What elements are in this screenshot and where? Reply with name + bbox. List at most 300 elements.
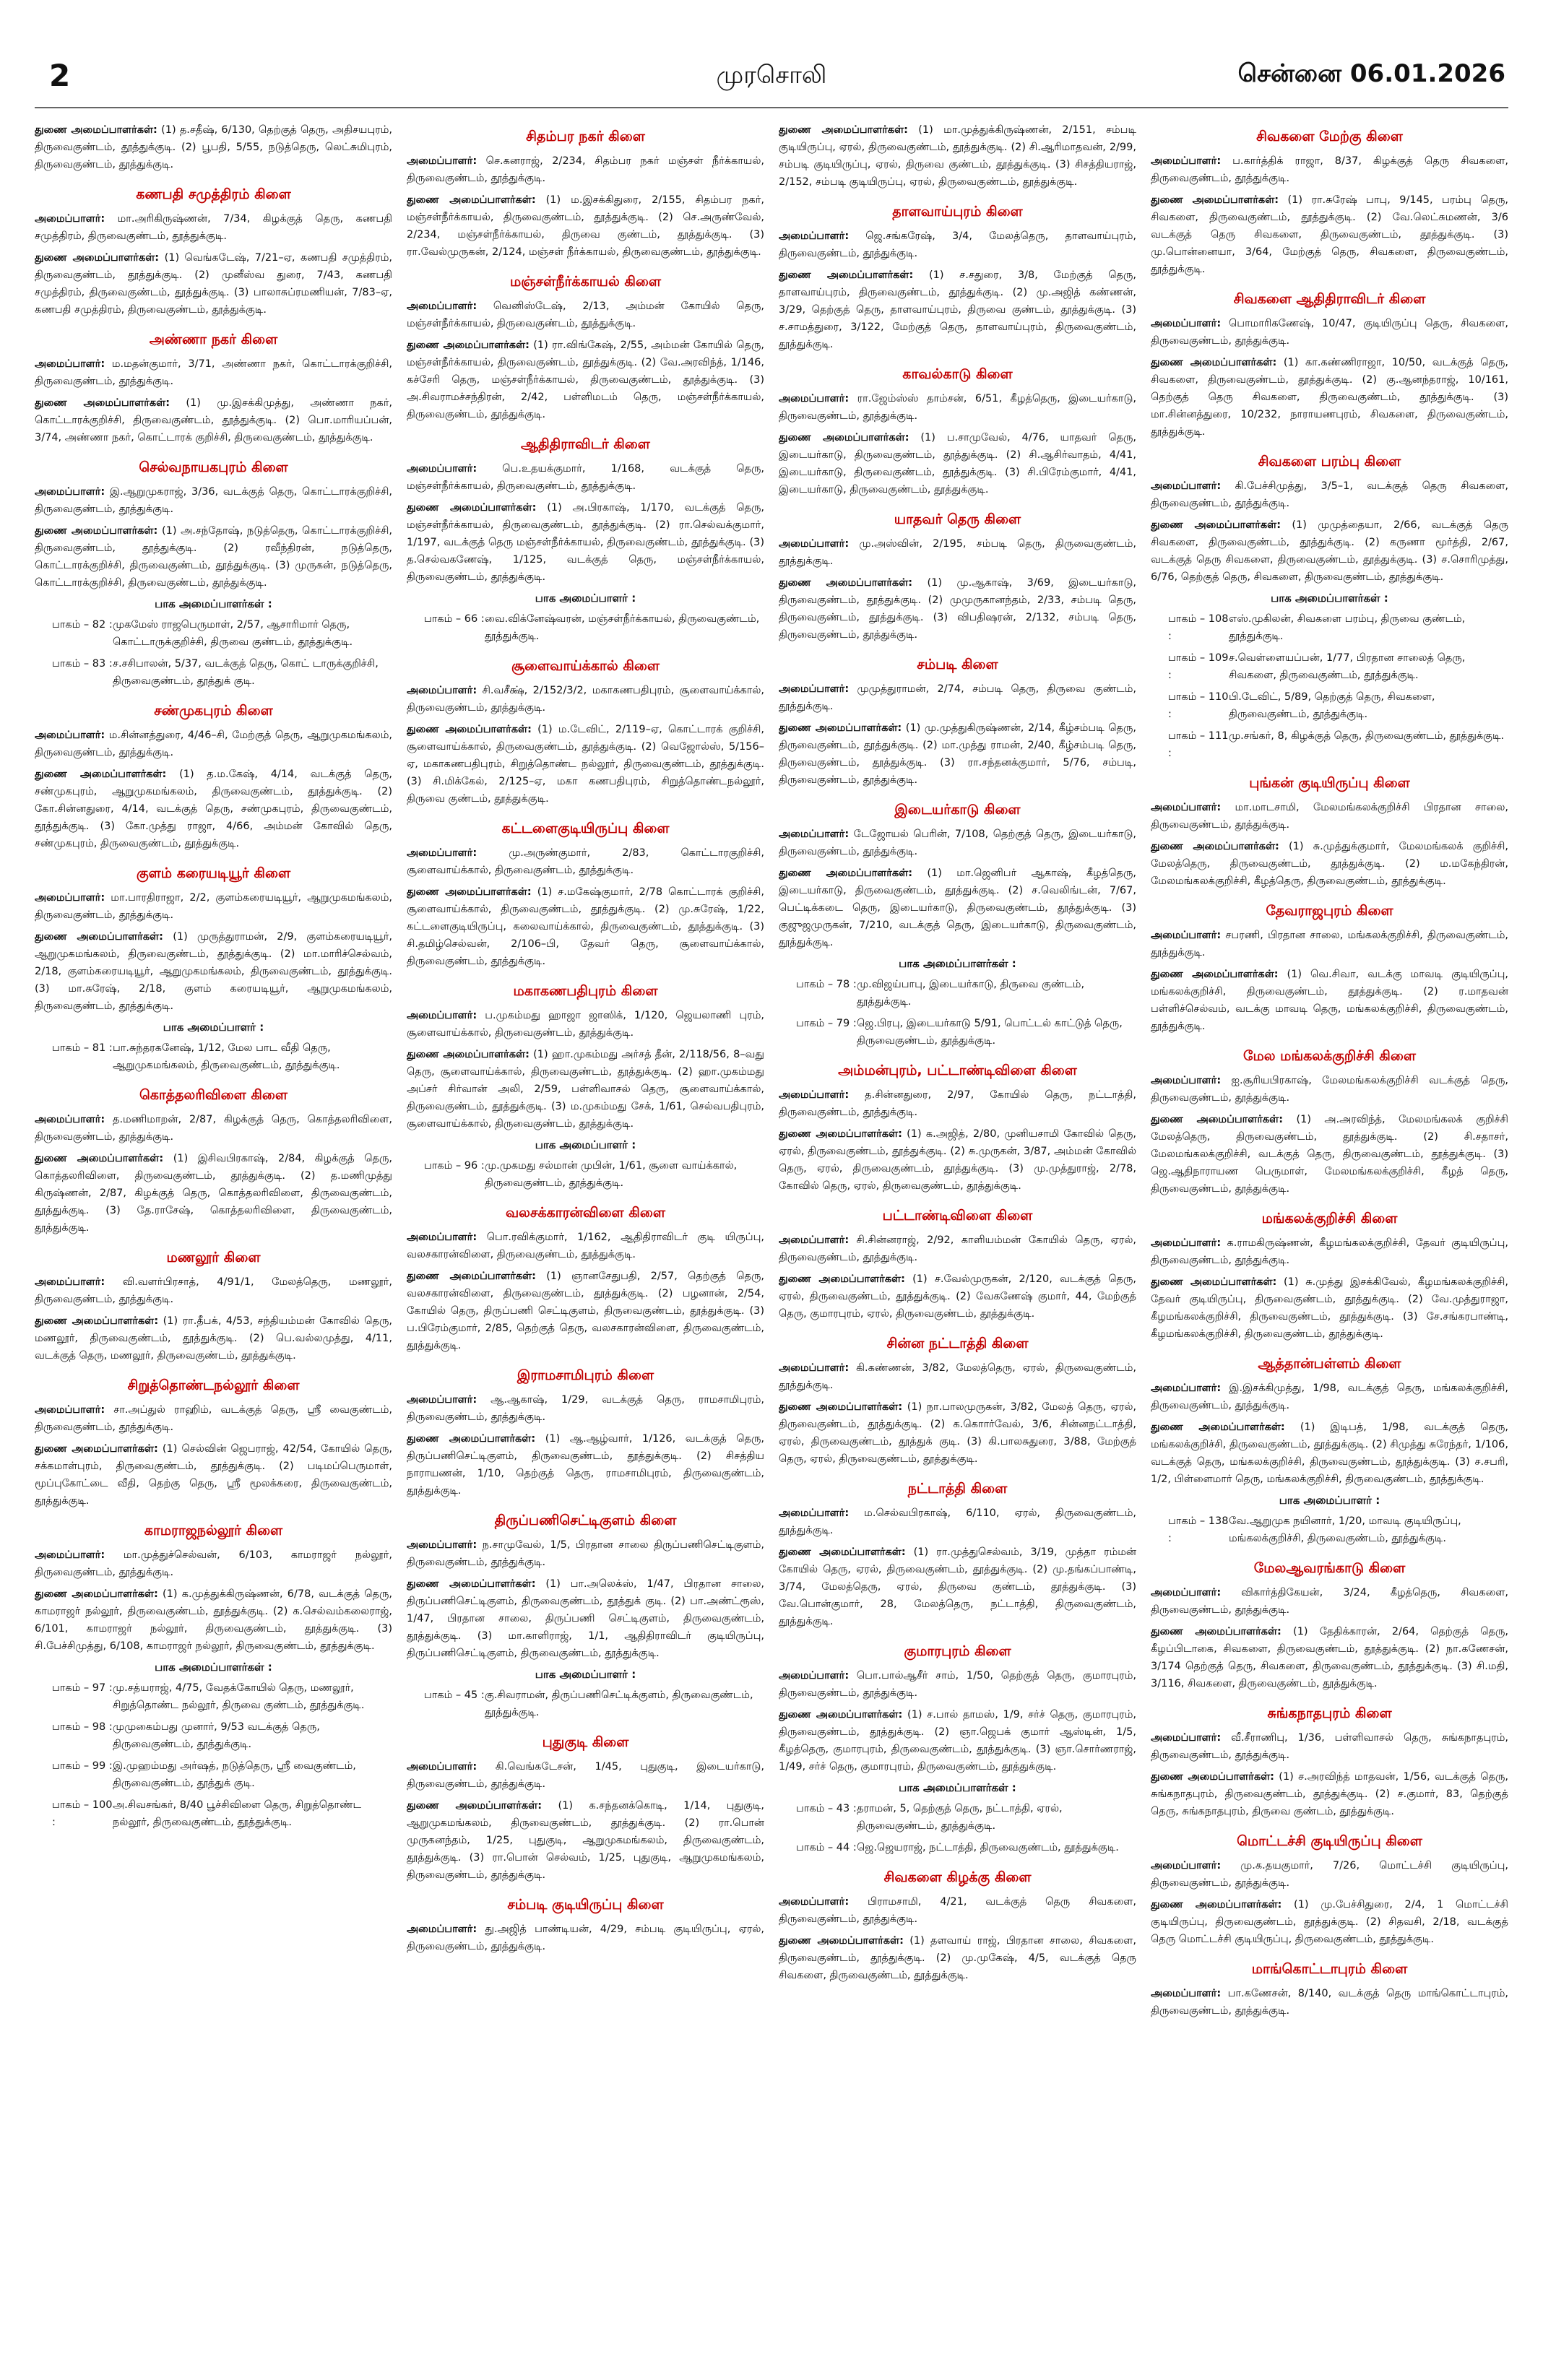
- office-bearer-entry: [407, 883, 764, 970]
- role-label: துணை அமைப்பாளர்கள்:: [407, 886, 532, 898]
- branch-section: [35, 121, 392, 173]
- branch-title: சிவகளை பரம்பு கிளை: [1258, 454, 1401, 469]
- bearer-details: (1) ஆ.ஆழ்வார், 1/126, வடக்குத் தெரு, திருப்பணிசெட்டிகுளம், திருவைகுண்டம், தூத்துக்குடி. (2) சிசத்திய நாராயணன், 1/10, தெற்குத் தெரு, ராமசாமிபுரம், திருவைகுண்டம், தூத்துக்குடி.: [407, 1433, 764, 1497]
- bearer-details: (1) க.முத்துக்கிருஷ்ணன், 6/78, வடக்குத் தெரு, காமராஜர் நல்லூர், திருவைகுண்டம், தூத்துக்குடி. (2) க.செல்வம்கலைராஜ், 6/101, காமராஜர் நல்லூர், திருவைகுண்டம், தூத்துக்குடி. (3) சி.பேச்சிமுத்து, 6/108, காமராஜர் நல்லூர், திருவைகுண்டம், தூத்துக்குடி.: [35, 1588, 392, 1652]
- booth-number: பாகம் – 81 :: [52, 1042, 113, 1054]
- branch-section: [1151, 1560, 1508, 1692]
- bearer-details: (1) செல்வின் ஜெபராஜ், 42/54, கோயில் தெரு, சக்கமாள்புரம், திருவைகுண்டம், தூத்துக்குடி. (2) படிமப்பெருமாள், மூப்புகோட்டை வீதி, தெற்கு தெரு, ஸ்ரீ மூலக்கரை, திருவைகுண்டம், தூத்துக்குடி.: [35, 1443, 392, 1507]
- office-bearer-entry: [35, 1401, 392, 1436]
- office-bearer-entry: [779, 1271, 1136, 1323]
- branch-title: மங்கலக்குறிச்சி கிளை: [1261, 1211, 1398, 1226]
- role-label: அமைப்பாளர்:: [779, 230, 850, 242]
- booth-number: பாகம் – 100 :: [52, 1799, 113, 1828]
- role-label: துணை அமைப்பாளர்கள்:: [779, 1273, 905, 1285]
- branch-section: [1151, 1705, 1508, 1820]
- bearer-details: (1) த.ம.கேஷ், 4/14, வடக்குத் தெரு, சண்முகபுரம், ஆறுமுகமங்கலம், திருவைகுண்டம், தூத்துக்குடி. (2) கோ.சின்னதுரை, 4/14, வடக்குத் தெரு, சண்முகபுரம், திருவைகுண்டம், தூத்துக்குடி. (3) கோ.முத்து ராஜா, 4/66, அம்மன் கோவில் தெரு, சண்முகபுரம், திருவைகுண்டம், தூத்துக்குடி.: [35, 769, 392, 849]
- role-label: அமைப்பாளர்:: [407, 1394, 477, 1406]
- office-bearer-entry: [407, 1430, 764, 1500]
- role-label: துணை அமைப்பாளர்கள்:: [35, 1153, 164, 1164]
- bearer-details: டேஜோயல் பெரின், 7/108, தெற்குத் தெரு, இடையர்காடு, திருவைகுண்டம், தூத்துக்குடி.: [779, 828, 1136, 857]
- booth-number: பாகம் – 97 :: [52, 1682, 113, 1694]
- branch-title: யாதவர் தெரு கிளை: [894, 511, 1021, 527]
- office-bearer-entry: [1151, 315, 1508, 350]
- bearer-details: பா.கணேசன், 8/140, வடக்குத் தெரு மாங்கொட்டாபுரம், திருவைகுண்டம், தூத்துக்குடி.: [1151, 1988, 1508, 2017]
- booth-row: [35, 1718, 392, 1753]
- role-label: அமைப்பாளர்:: [35, 1114, 105, 1125]
- booth-row: [1151, 610, 1508, 645]
- role-label: அமைப்பாளர்:: [779, 1089, 850, 1101]
- office-bearer-entry: [1151, 516, 1508, 586]
- office-bearer-entry: [779, 390, 1136, 425]
- bearer-details: (1) ப.சாமுவேல், 4/76, யாதவர் தெரு, இடையர்காடு, திருவைகுண்டம், தூத்துக்குடி. (2) சி.ஆசிர்வாதம், 4/41, இடையர்காடு, திருவைகுண்டம், தூத்துக்குடி. (3) சி.பிரேம்குமார், 4/41, இடையர்காடு, திருவைகுண்டம், தூத்துக்குடி.: [779, 432, 1136, 496]
- branch-title: இராமசாமிபுரம் கிளை: [517, 1367, 654, 1383]
- bearer-details: செ.கனராஜ், 2/234, சிதம்பர நகர் மஞ்சள் நீர்க்காயல், திருவைகுண்டம், தூத்துக்குடி.: [407, 155, 764, 184]
- office-bearer-entry: [1151, 1729, 1508, 1764]
- role-label: துணை அமைப்பாளர்கள்:: [1151, 969, 1279, 980]
- booth-organiser-details: வே.ஆறுமுக நயினார், 1/20, மாவடி குடியிருப்பு, மங்கலக்குறிச்சி, திருவைகுண்டம், தூத்துக்குடி.: [1229, 1515, 1461, 1544]
- booth-organiser-details: ச.சசிபாலன், 5/37, வடக்குத் தெரு, கொட் டாருக்குறிச்சி, திருவைகுண்டம், தூத்துக் குடி.: [113, 658, 379, 687]
- bearer-details: கி.பேச்சிமுத்து, 3/5–1, வடக்குத் தெரு சிவகளை, திருவைகுண்டம், தூத்துக்குடி.: [1151, 480, 1508, 509]
- branch-section: [1151, 1833, 1508, 1948]
- office-bearer-entry: [779, 1932, 1136, 1984]
- booth-number: பாகம் – 66 :: [424, 613, 485, 625]
- office-bearer-entry: [1151, 1768, 1508, 1820]
- booth-number: பாகம் – 109 :: [1168, 652, 1229, 681]
- booth-number: பாகம் – 110 :: [1168, 691, 1229, 720]
- role-label: அமைப்பாளர்:: [1151, 1860, 1222, 1871]
- bearer-details: (1) மு.இசக்கிமுத்து, அண்ணா நகர், கொட்டாரக்குறிச்சி, திருவைகுண்டம், தூத்துக்குடி. (2) பொ.மாரியப்பன், 3/74, அண்ணா நகர், கொட்டாரக் குறிச்சி, திருவைகுண்டம், தூத்துக்குடி.: [35, 397, 392, 443]
- branch-title: குளம் கரையடியூர் கிளை: [136, 865, 291, 881]
- branch-section: [35, 186, 392, 319]
- branch-section: [779, 802, 1136, 1050]
- booth-row: [1151, 649, 1508, 684]
- bearer-details: (1) ஞானசேதுபதி, 2/57, தெற்குத் தெரு, வலசகாரன்விளை, திருவைகுண்டம், தூத்துக்குடி. (2) பழனான், 2/54, கோயில் தெரு, திருப்பணி செட்டிகுளம், திருவைகுண்டம், தூத்துக்குடி. (3) ப.பிரேம்குமார், 2/85, தெற்குத் தெரு, வலசகாரன்விளை, திருவைகுண்டம், தூத்துக்குடி.: [407, 1271, 764, 1351]
- bearer-details: மு.அருண்குமார், 2/83, கொட்டாரகுறிச்சி, சூளைவாய்க்கால், திருவைகுண்டம், தூத்துக்குடி.: [407, 847, 764, 876]
- office-bearer-entry: [407, 844, 764, 879]
- branch-section: [779, 1481, 1136, 1630]
- role-label: அமைப்பாளர்:: [407, 685, 477, 696]
- role-label: துணை அமைப்பாளர்கள்:: [1151, 841, 1279, 852]
- office-bearer-entry: [407, 682, 764, 717]
- bearer-details: (1) முமுத்தையா, 2/66, வடக்குத் தெரு சிவகளை, திருவைகுண்டம், தூத்துக்குடி. (2) கருணா மூர்த்தி, 2/67, வடக்குத் தெரு சிவகளை, திருவைகுண்டம், தூத்துக்குடி. (3) ச.சொரிமுத்து, 6/76, தெற்குத் தெரு, சிவகளை, திருவைகுண்டம், தூத்துக்குடி.: [1151, 519, 1508, 583]
- role-label: துணை அமைப்பாளர்கள்:: [35, 769, 167, 780]
- bearer-details: (1) சு.முத்து இசக்கிவேல், கீழமங்கலக்குறிச்சி, தேவர் குடியிருப்பு, திருவைகுண்டம், தூத்துக்குடி. (2) வே.முத்துராஜா, கீழமங்கலக்குறிச்சி, திருவைகுண்டம், தூத்துக்குடி. (3) சே.சங்கரபாண்டி, கீழமங்கலக்குறிச்சி, திருவைகுண்டம், தூத்துக்குடி.: [1151, 1276, 1508, 1340]
- bearer-details: க.ராமகிருஷ்ணன், கீழமங்கலக்குறிச்சி, தேவர் குடியிருப்பு, திருவைகுண்டம், தூத்துக்குடி.: [1151, 1237, 1508, 1266]
- office-bearer-entry: [779, 1125, 1136, 1195]
- header-rule: [35, 107, 1508, 108]
- office-bearer-entry: [1151, 1896, 1508, 1948]
- role-label: அமைப்பாளர்:: [35, 486, 105, 498]
- booth-organiser-details: தராமன், 5, தெற்குத் தெரு, நட்டாத்தி, ஏரல், திருவைகுண்டம், தூத்துக்குடி.: [857, 1803, 1063, 1832]
- office-bearer-entry: [779, 535, 1136, 570]
- bearer-details: (1) மு.முத்துகிருஷ்ணன், 2/14, கீழ்சம்படி தெரு, திருவைகுண்டம், தூத்துக்குடி. (2) மா.முத்து ராமன், 2/40, கீழ்சம்படி தெரு, திருவைகுண்டம், தூத்துக்குடி. (3) ரா.சந்தனக்குமார், 5/76, சம்படி, திருவைகுண்டம், தூத்துக்குடி.: [779, 722, 1136, 786]
- office-bearer-entry: [779, 1505, 1136, 1539]
- branch-section: [779, 1063, 1136, 1195]
- bearer-details: (1) வெ.சிவா, வடக்கு மாவடி குடியிருப்பு, மங்கலக்குறிச்சி, திருவைகுண்டம், தூத்துக்குடி. (2) ர.மாதவன் பள்ளிச்செல்வம், வடக்கு மாவடி தெரு, மங்கலக்குறிச்சி, திருவைகுண்டம், தூத்துக்குடி.: [1151, 969, 1508, 1032]
- booth-organisers-heading: பாக அமைப்பாளர் :: [1279, 1494, 1380, 1507]
- booth-organisers-heading: பாக அமைப்பாளர்கள் :: [1271, 592, 1388, 605]
- role-label: அமைப்பாளர்:: [35, 213, 105, 225]
- role-label: அமைப்பாளர்:: [779, 683, 850, 695]
- booth-row: [1151, 688, 1508, 723]
- column-3: [779, 121, 1136, 2368]
- office-bearer-entry: [1151, 1111, 1508, 1198]
- branch-section: [779, 1336, 1136, 1468]
- branch-title: ஆதிதிராவிடர் கிளை: [521, 436, 650, 452]
- bearer-details: (1) ரா.விங்கேஷ், 2/55, அம்மன் கோயில் தெரு, மஞ்சள்நீர்க்காயல், திருவைகுண்டம், தூத்துக்குடி. (2) வே.அரவிந்த், 1/146, கச்சேரி தெரு, மஞ்சள்நீர்க்காயல், திருவைகுண்டம், தூத்துக்குடி. (3) அ.சிவராமச்சந்திரன், 2/42, பள்ளிமடம் தெரு, மஞ்சள்நீர்க்காயல், திருவைகுண்டம், தூத்துக்குடி.: [407, 339, 764, 420]
- booth-row: [779, 976, 1136, 1011]
- role-label: அமைப்பாளர்:: [35, 1549, 105, 1561]
- role-label: துணை அமைப்பாளர்கள்:: [779, 1709, 903, 1721]
- bearer-details: ஆ.ஆகாஷ், 1/29, வடக்குத் தெரு, ராமசாமிபுரம், திருவைகுண்டம், தூத்துக்குடி.: [407, 1394, 764, 1423]
- booth-row: [35, 1796, 392, 1831]
- booth-organisers-heading: பாக அமைப்பாளர் :: [535, 1668, 636, 1681]
- bearer-details: (1) தளவாய் ராஜ், பிரதான சாலை, சிவகளை, திருவைகுண்டம், தூத்துக்குடி. (2) மு.முகேஷ், 4/5, வடக்குத் தெரு சிவகளை, திருவைகுண்டம், தூத்துக்குடி.: [779, 1935, 1136, 1981]
- branch-title: கொத்தலரிவிளை கிளை: [139, 1087, 288, 1103]
- branch-section: [35, 1087, 392, 1237]
- branch-section: [407, 274, 764, 423]
- role-label: அமைப்பாளர்:: [407, 463, 477, 475]
- bearer-details: பெ.உதயக்குமார், 1/168, வடக்குத் தெரு, மஞ்சள்நீர்க்காயல், திருவைகுண்டம், தூத்துக்குடி.: [407, 463, 764, 492]
- branch-section: [35, 332, 392, 446]
- office-bearer-entry: [1151, 799, 1508, 834]
- booth-number: பாகம் – 83 :: [52, 658, 113, 670]
- booth-organiser-details: முகமேஸ் ராஜபெருமாள், 2/57, ஆசாரிமார் தெரு, கொட்டாருக்குறிச்சி, திருவை குண்டம், தூத்துக்குடி.: [113, 619, 353, 648]
- role-label: துணை அமைப்பாளர்கள்:: [1151, 1626, 1281, 1637]
- booth-organiser-details: மு.சத்யராஜ், 4/75, வேதக்கோயில் தெரு, மணலூர், சிறுத்தொண்ட நல்லூர், திருவை குண்டம், தூத்துக்குடி.: [113, 1682, 365, 1711]
- role-label: துணை அமைப்பாளர்கள்:: [1151, 357, 1277, 368]
- role-label: துணை அமைப்பாளர்கள்:: [1151, 1421, 1285, 1433]
- bearer-details: மு.அஸ்வின், 2/195, சம்படி தெரு, திருவைகுண்டம், தூத்துக்குடி.: [779, 538, 1136, 567]
- office-bearer-entry: [407, 337, 764, 423]
- bearer-details: மா.பாரதிராஜா, 2/2, குளம்கரையடியூர், ஆறுமுகமங்கலம், திருவைகுண்டம், தூத்துக்குடி.: [35, 892, 392, 921]
- role-label: துணை அமைப்பாளர்கள்:: [1151, 1771, 1274, 1783]
- branch-title: சண்முகபுரம் கிளை: [154, 703, 273, 719]
- role-label: துணை அமைப்பாளர்கள்:: [407, 1800, 543, 1812]
- role-label: துணை அமைப்பாளர்கள்:: [779, 269, 914, 281]
- role-label: துணை அமைப்பாளர்கள்:: [407, 194, 536, 206]
- office-bearer-entry: [407, 191, 764, 261]
- bearer-details: (1) க.அஜித், 2/80, முனியசாமி கோவில் தெரு, ஏரல், திருவைகுண்டம், தூத்துக்குடி. (2) சு.முருகன், 3/87, அம்மன் கோவில் தெரு, ஏரல், திருவைகுண்டம், தூத்துக்குடி. (3) மு.முத்துராஜ், 2/78, கோவில் தெரு, ஏரல், திருவைகுண்டம், தூத்துக்குடி.: [779, 1128, 1136, 1192]
- office-bearer-entry: [1151, 1985, 1508, 2020]
- role-label: துணை அமைப்பாளர்கள்:: [407, 502, 537, 514]
- bearer-details: (1) இடிபத், 1/98, வடக்குத் தெரு, மங்கலக்குறிச்சி, திருவைகுண்டம், தூத்துக்குடி. (2) சிமுத்து சுரேந்தர், 1/106, வடக்குத் தெரு, மங்கலக்குறிச்சி, திருவைகுண்டம், தூத்துக்குடி. (3) ச.சபரி, 1/2, பிள்ளைமார் தெரு, மங்கலக்குறிச்சி, திருவைகுண்டம், தூத்துக்குடி.: [1151, 1421, 1508, 1485]
- office-bearer-entry: [779, 1086, 1136, 1121]
- office-bearer-entry: [35, 889, 392, 924]
- role-label: அமைப்பாளர்:: [779, 1507, 850, 1519]
- bearer-details: ம.மதன்குமார், 3/71, அண்ணா நகர், கொட்டாரக்குறிச்சி, திருவைகுண்டம், தூத்துக்குடி.: [35, 358, 392, 387]
- office-bearer-entry: [35, 1111, 392, 1146]
- branch-title: தேவராஜபுரம் கிளை: [1266, 903, 1393, 919]
- role-label: அமைப்பாளர்:: [779, 828, 850, 840]
- bearer-details: வெனிஸ்டேஷ், 2/13, அம்மன் கோயில் தெரு, மஞ்சள்நீர்க்காயல், திருவைகுண்டம், தூத்துக்குடி.: [407, 300, 764, 329]
- bearer-details: (1) ச.சதுரை, 3/8, மேற்குத் தெரு, தாளவாய்புரம், திருவைகுண்டம், தூத்துக்குடி. (2) மு.அஜித் கண்ணன், 3/29, தெற்குத் தெரு, தாளவாய்புரம், திருவை குண்டம், தூத்துக்குடி. (3) ச.சாமத்துரை, 3/122, மேற்குத் தெரு, தாளவாய்புரம், திருவைகுண்டம், தூத்துக்குடி.: [779, 269, 1136, 350]
- booth-organiser-details: வை.விக்னேஷ்வரன், மஞ்சள்நீர்க்காயல், திருவைகுண்டம், தூத்துக்குடி.: [485, 613, 760, 642]
- office-bearer-entry: [35, 1312, 392, 1364]
- bearer-details: ம.செல்வபிரகாஷ், 6/110, ஏரல், திருவைகுண்டம், தூத்துக்குடி.: [779, 1507, 1136, 1536]
- office-bearer-entry: [35, 1585, 392, 1655]
- branch-title: திருப்பணிசெட்டிகுளம் கிளை: [494, 1513, 677, 1528]
- office-bearer-entry: [1151, 191, 1508, 278]
- office-bearer-entry: [35, 1150, 392, 1237]
- booth-organiser-details: ஜெ.பிரபு, இடையர்காடு 5/91, பொட்டல் காட்டுத் தெரு, திருவைகுண்டம், தூத்துக்குடி.: [857, 1018, 1123, 1047]
- office-bearer-entry: [779, 680, 1136, 715]
- bearer-details: மா.மாடசாமி, மேலமங்கலக்குறிச்சி பிரதான சாலை, திருவைகுண்டம், தூத்துக்குடி.: [1151, 802, 1508, 831]
- role-label: அமைப்பாளர்:: [1151, 1988, 1222, 1999]
- role-label: அமைப்பாளர்:: [779, 1234, 850, 1246]
- bearer-details: (1) ச.வேல்முருகன், 2/120, வடக்குத் தெரு, ஏரல், திருவைகுண்டம், தூத்துக்குடி. (2) வேகணேஷ் குமார், 44, மேற்குத் தெரு, குமாரபுரம், ஏரல், திருவைகுண்டம், தூத்துக்குடி.: [779, 1273, 1136, 1320]
- branch-title: சிதம்பர நகர் கிளை: [526, 129, 645, 144]
- office-bearer-entry: [1151, 477, 1508, 512]
- bearer-details: ப.முகம்மது ஹாஜா ஜாஸிக், 1/120, ஜெயலாணி புரம், சூளைவாய்க்கால், திருவைகுண்டம், தூத்துக்குடி.: [407, 1010, 764, 1039]
- bearer-details: (1) மா.முத்துக்கிருஷ்ணன், 2/151, சம்படி குடியிருப்பு, ஏரல், திருவைகுண்டம், தூத்துக்குடி. (2) சி.ஆரிமாதவன், 2/99, சம்படி குடியிருப்பு, ஏரல், திருவை குண்டம், தூத்துக்குடி. (3) சிசத்தியராஜ், 2/152, சம்படி குடியிருப்பு, ஏரல், திருவைகுண்டம், தூத்துக்குடி.: [779, 124, 1136, 188]
- booth-row: [779, 1015, 1136, 1050]
- role-label: அமைப்பாளர்:: [1151, 930, 1222, 941]
- booth-row: [407, 1687, 764, 1721]
- bearer-details: (1) ம.டேவிட், 2/119–ஏ, கொட்டாரக் குறிச்சி, சூளைவாய்க்கால், திருவைகுண்டம், தூத்துக்குடி. (2) வெஜோல்ஸ், 5/156–ஏ, மகாகணபதிபுரம், சிறுத்தொண்ட நல்லூர், திருவைகுண்டம், தூத்துக்குடி. (3) சி.மிக்கேல், 2/125–ஏ, மகா கணபதிபுரம், சிறுத்தொண்டநல்லூர், திருவை குண்டம், தூத்துக்குடி.: [407, 724, 764, 805]
- booth-row: [779, 1800, 1136, 1835]
- bearer-details: (1) அ.சந்தோஷ், நடுத்தெரு, கொட்டாரக்குறிச்சி, திருவைகுண்டம், தூத்துக்குடி. (2) ரவீந்திரன், நடுத்தெரு, கொட்டாரக்குறிச்சி, திருவைகுண்டம், தூத்துக்குடி. (3) முருகன், நடுத்தெரு, கொட்டாரக்குறிச்சி, திருவைகுண்டம், தூத்துக்குடி.: [35, 525, 392, 589]
- booth-number: பாகம் – 111 :: [1168, 730, 1229, 759]
- role-label: துணை அமைப்பாளர்கள்:: [35, 931, 163, 943]
- branch-section: [407, 1513, 764, 1721]
- bearer-details: மா.முத்துச்செல்வன், 6/103, காமராஜர் நல்லூர், திருவைகுண்டம், தூத்துக்குடி.: [35, 1549, 392, 1578]
- branch-section: [35, 1523, 392, 1831]
- office-bearer-entry: [35, 249, 392, 319]
- role-label: துணை அமைப்பாளர்கள்:: [779, 124, 908, 136]
- bearer-details: (1) கா.கண்ணிராஜா, 10/50, வடக்குத் தெரு, சிவகளை, திருவைகுண்டம், தூத்துக்குடி. (2) கு.ஆனந்தராஜ், 10/161, தெற்குத் தெரு சிவகளை, திருவைகுண்டம், தூத்துக்குடி. (3) மா.சின்னத்துரை, 10/232, நாராயணபுரம், சிவகளை, திருவைகுண்டம், தூத்துக்குடி.: [1151, 357, 1508, 438]
- role-label: துணை அமைப்பாளர்கள்:: [407, 1271, 536, 1282]
- office-bearer-entry: [779, 1398, 1136, 1468]
- branch-title: கணபதி சமுத்திரம் கிளை: [136, 186, 291, 202]
- bearer-details: பிராமசாமி, 4/21, வடக்குத் தெரு சிவகளை, திருவைகுண்டம், தூத்துக்குடி.: [779, 1896, 1136, 1925]
- branch-title: சுங்கநாதபுரம் கிளை: [1267, 1705, 1392, 1721]
- bearer-details: (1) முருத்துராமன், 2/9, குளம்கரையடியூர், ஆறுமுகமங்கலம், திருவைகுண்டம், தூத்துக்குடி. (2) மா.மாரிச்செல்வம், 2/18, குளம்கரையடியூர், ஆறுமுகமங்கலம், திருவைகுண்டம், தூத்துக்குடி. (3) மா.சுரேஷ், 2/18, குளம் கரையடியூர், ஆறுமுகமங்கலம், திருவைகுண்டம், தூத்துக்குடி.: [35, 931, 392, 1012]
- bearer-details: (1) ச.அரவிந்த் மாதவன், 1/56, வடக்குத் தெரு, சுங்கநாதபுரம், திருவைகுண்டம், தூத்துக்குடி. (2) ச.குமார், 83, தெற்குத் தெரு, சுங்கநாதபுரம், திருவை குண்டம், தூத்துக்குடி.: [1151, 1771, 1508, 1817]
- bearer-details: வீ.சீராணிபு, 1/36, பள்ளிவாசல் தெரு, சுங்கநாதபுரம், திருவைகுண்டம், தூத்துக்குடி.: [1151, 1732, 1508, 1761]
- booth-organiser-details: பா.சுந்தரகனேஷ், 1/12, மேல பாட வீதி தெரு, ஆறுமுகமங்கலம், திருவைகுண்டம், தூத்துக்குடி.: [113, 1042, 340, 1071]
- bearer-details: (1) ஹா.முகம்மது அர்சத் தீன், 2/118/56, 8–வது தெரு, சூளைவாய்க்கால், திருவைகுண்டம், தூத்துக்குடி. (2) ஹா.முகம்மது அப்சர் சிர்வான் அலி, 2/59, பள்ளிவாசல் தெரு, சூளைவாய்க்கால், திருவைகுண்டம், தூத்துக்குடி. (3) ம.முகம்மது சேக், 1/61, செல்வபதிபுரம், சூளைவாய்க்கால், திருவைகுண்டம், தூத்துக்குடி.: [407, 1049, 764, 1130]
- office-bearer-entry: [407, 460, 764, 495]
- booth-row: [35, 1039, 392, 1074]
- branch-section: [407, 436, 764, 645]
- dateline: சென்னை 06.01.2026: [1237, 59, 1505, 88]
- office-bearer-entry: [35, 483, 392, 518]
- bearer-details: கி.கண்ணன், 3/82, மேலத்தெரு, ஏரல், திருவைகுண்டம், தூத்துக்குடி.: [779, 1362, 1136, 1391]
- office-bearer-entry: [407, 1268, 764, 1354]
- office-bearer-entry: [1151, 1234, 1508, 1269]
- branch-section: [1151, 1961, 1508, 2020]
- booth-row: [1151, 727, 1508, 762]
- office-bearer-entry: [407, 1229, 764, 1263]
- role-label: துணை அமைப்பாளர்கள்:: [35, 397, 170, 409]
- role-label: அமைப்பாளர்:: [35, 892, 105, 904]
- role-label: துணை அமைப்பாளர்கள்:: [779, 1935, 904, 1947]
- booth-organiser-details: கு.சிவராமன், திருப்பணிசெட்டிக்குளம், திருவைகுண்டம், தூத்துக்குடி.: [485, 1689, 753, 1718]
- bearer-details: ஜெ.சங்கரேஷ், 3/4, மேலத்தெரு, தாளவாய்புரம், திருவைகுண்டம், தூத்துக்குடி.: [779, 230, 1136, 259]
- office-bearer-entry: [779, 121, 1136, 191]
- bearer-details: இ.ஆறுமுகராஜ், 3/36, வடக்குத் தெரு, கொட்டாரக்குறிச்சி, திருவைகுண்டம், தூத்துக்குடி.: [35, 486, 392, 515]
- role-label: அமைப்பாளர்:: [779, 1670, 850, 1682]
- branch-section: [35, 1250, 392, 1364]
- bearer-details: (1) ம.இசக்கிதுரை, 2/155, சிதம்பர நகர், மஞ்சள்நீர்க்காயல், திருவைகுண்டம், தூத்துக்குடி. (2) செ.அருண்வேல், 2/234, மஞ்சள்நீர்க்காயல், திருவை குண்டம், தூத்துக்குடி. (3) ரா.வேல்முருகன், 2/124, மஞ்சள் நீர்க்காயல், திருவைகுண்டம், தூத்துக்குடி.: [407, 194, 764, 258]
- column-1: [35, 121, 392, 2368]
- office-bearer-entry: [1151, 838, 1508, 890]
- branch-section: [1151, 903, 1508, 1035]
- bearer-details: வி.வளர்பிரசாத், 4/91/1, மேலத்தெரு, மணலூர், திருவைகுண்டம், தூத்துக்குடி.: [35, 1276, 392, 1305]
- bearer-details: (1) ரா.முத்துசெல்வம், 3/19, முத்தா ரம்மன் கோயில் தெரு, ஏரல், திருவைகுண்டம், தூத்துக்குடி. (2) மு.தங்கப்பாண்டி, 3/74, மேலத்தெரு, ஏரல், திருவை குண்டம், தூத்துக்குடி. (3) வே.பொன்குமார், 28, மேலத்தெரு, நட்டாத்தி, திருவைகுண்டம், தூத்துக்குடி.: [779, 1546, 1136, 1627]
- booth-number: பாகம் – 99 :: [52, 1760, 113, 1772]
- branch-title: செல்வநாயகபுரம் கிளை: [139, 459, 288, 475]
- booth-row: [35, 655, 392, 690]
- office-bearer-entry: [779, 865, 1136, 951]
- booth-organiser-details: ஜெ.ஜெயராஜ், நட்டாத்தி, திருவைகுண்டம், தூத்துக்குடி.: [857, 1842, 1119, 1853]
- role-label: துணை அமைப்பாளர்கள்:: [407, 1049, 530, 1060]
- branch-title: மாங்கொட்டாபுரம் கிளை: [1251, 1961, 1408, 1977]
- bearer-details: (1) அ.பிரகாஷ், 1/170, வடக்குத் தெரு, மஞ்சள்நீர்க்காயல், திருவைகுண்டம், தூத்துக்குடி. (2) ரா.செல்வக்குமார், 1/197, வடக்குத் தெரு மஞ்சள்நீர்க்காயல், திருவைகுண்டம், தூத்துக்குடி. (3) த.செல்வகணேஷ், 1/125, வடக்குத் தெரு, மஞ்சள்நீர்க்காயல், திருவைகுண்டம், தூத்துக்குடி.: [407, 502, 764, 583]
- role-label: அமைப்பாளர்:: [35, 358, 105, 370]
- branch-section: [407, 1897, 764, 1955]
- bearer-details: (1) ரா.தீபக், 4/53, சந்தியம்மன் கோவில் தெரு, மணலூர், திருவைகுண்டம், தூத்துக்குடி. (2) பெ.வல்லமுத்து, 4/11, வடக்குத் தெரு, மணலூர், திருவைகுண்டம், தூத்துக்குடி.: [35, 1315, 392, 1362]
- role-label: அமைப்பாளர்:: [407, 300, 477, 312]
- office-bearer-entry: [779, 826, 1136, 860]
- branch-section: [35, 703, 392, 852]
- branch-section: [1151, 454, 1508, 762]
- branch-title: காவல்காடு கிளை: [902, 366, 1013, 382]
- booth-organisers-heading: பாக அமைப்பாளர் :: [535, 592, 636, 605]
- role-label: அமைப்பாளர்:: [1151, 802, 1222, 813]
- branch-title: தாளவாய்புரம் கிளை: [892, 204, 1023, 220]
- role-label: துணை அமைப்பாளர்கள்:: [779, 432, 909, 443]
- role-label: துணை அமைப்பாளர்கள்:: [407, 724, 532, 735]
- role-label: அமைப்பாளர்:: [1151, 1237, 1222, 1249]
- branch-section: [35, 1377, 392, 1510]
- page-number: 2: [49, 58, 71, 93]
- role-label: அமைப்பாளர்:: [1151, 1732, 1222, 1744]
- office-bearer-entry: [35, 928, 392, 1015]
- bearer-details: ஐ.சூரியபிரகாஷ், மேலமங்கலக்குறிச்சி வடக்குத் தெரு, திருவைகுண்டம், தூத்துக்குடி.: [1151, 1075, 1508, 1104]
- bearer-details: இ.இசக்கிமுத்து, 1/98, வடக்குத் தெரு, மங்கலக்குறிச்சி, திருவைகுண்டம், தூத்துக்குடி.: [1151, 1382, 1508, 1411]
- role-label: துணை அமைப்பாளர்கள்:: [407, 1433, 536, 1445]
- branch-title: புதுகுடி கிளை: [542, 1734, 629, 1750]
- role-label: துணை அமைப்பாளர்கள்:: [1151, 194, 1279, 206]
- booth-organiser-details: பி.டேவிட், 5/89, தெற்குத் தெரு, சிவகளை, திருவைகுண்டம், தூத்துக்குடி.: [1229, 691, 1435, 720]
- masthead: [35, 58, 1508, 101]
- branch-title: மேல மங்கலக்குறிச்சி கிளை: [1242, 1048, 1416, 1064]
- office-bearer-entry: [407, 1758, 764, 1793]
- branch-title: பட்டாண்டிவிளை கிளை: [882, 1208, 1033, 1224]
- branch-title: சூளைவாய்க்கால் கிளை: [511, 658, 660, 674]
- booth-row: [35, 616, 392, 651]
- role-label: துணை அமைப்பாளர்கள்:: [35, 252, 160, 264]
- branch-section: [407, 129, 764, 261]
- office-bearer-entry: [407, 721, 764, 808]
- bearer-details: பொ.பால்ஆசீர் சாம், 1/50, தெற்குத் தெரு, குமாரபுரம், திருவைகுண்டம், தூத்துக்குடி.: [779, 1670, 1136, 1699]
- office-bearer-entry: [779, 267, 1136, 353]
- office-bearer-entry: [779, 429, 1136, 498]
- office-bearer-entry: [1151, 354, 1508, 441]
- office-bearer-entry: [35, 727, 392, 761]
- bearer-details: து.அஜித் பாண்டியன், 4/29, சம்படி குடியிருப்பு, ஏரல், திருவைகுண்டம், தூத்துக்குடி.: [407, 1924, 764, 1952]
- role-label: துணை அமைப்பாளர்கள்:: [35, 1315, 159, 1327]
- office-bearer-entry: [407, 499, 764, 586]
- bearer-details: கி.வெங்கடேசன், 1/45, புதுகுடி, இடையர்காடு, திருவைகுண்டம், தூத்துக்குடி.: [407, 1761, 764, 1790]
- booth-organiser-details: இ.முஹம்மது அர்ஷத், நடுத்தெரு, ஸ்ரீ வைகுண்டம், திருவைகுண்டம், தூத்துக் குடி.: [113, 1760, 356, 1789]
- office-bearer-entry: [1151, 1072, 1508, 1107]
- branch-section: [779, 657, 1136, 789]
- booth-row: [35, 1757, 392, 1792]
- bearer-details: (1) ச.பால் தாமஸ், 1/9, சர்ச் தெரு, குமாரபுரம், திருவைகுண்டம், தூத்துக்குடி. (2) ஞா.ஜெபக் குமார் ஆஸ்டின், 1/5, கீழத்தெரு, குமாரபுரம், திருவைகுண்டம், தூத்துக்குடி. (3) ஞா.சொர்ணராஜ், 1/49, சர்ச் தெரு, குமாரபுரம், திருவைகுண்டம், தூத்துக்குடி.: [779, 1709, 1136, 1773]
- booth-organisers-heading: பாக அமைப்பாளர்கள் :: [899, 1781, 1016, 1794]
- office-bearer-entry: [35, 121, 392, 173]
- bearer-details: (1) இசிவபிரகாஷ், 2/84, கிழக்குத் தெரு, கொத்தலரிவிளை, திருவைகுண்டம், தூத்துக்குடி. (2) த.மணிமுத்து கிருஷ்ணன், 2/87, கிழக்குத் தெரு, கொத்தலரிவிளை, திருவைகுண்டம், தூத்துக்குடி. (3) தே.ராசேஷ், கொத்தலரிவிளை, திருவைகுண்டம், தூத்துக்குடி.: [35, 1153, 392, 1234]
- branch-section: [407, 983, 764, 1192]
- office-bearer-entry: [1151, 152, 1508, 187]
- role-label: துணை அமைப்பாளர்கள்:: [35, 124, 157, 136]
- bearer-details: சி.வசீக்ஷ், 2/152/3/2, மகாகணபதிபுரம், சூளைவாய்க்கால், திருவைகுண்டம், தூத்துக்குடி.: [407, 685, 764, 714]
- role-label: அமைப்பாளர்:: [1151, 480, 1222, 492]
- role-label: துணை அமைப்பாளர்கள்:: [779, 1546, 906, 1558]
- bearer-details: ந.சாமுவேல், 1/5, பிரதான சாலை திருப்பணிசெட்டிகுளம், திருவைகுண்டம், தூத்துக்குடி.: [407, 1539, 764, 1568]
- booth-row: [1151, 1513, 1508, 1547]
- branch-section: [779, 121, 1136, 191]
- office-bearer-entry: [35, 766, 392, 852]
- bearer-details: (1) சு.முத்துக்குமார், மேலமங்கலக் குறிச்சி, மேலத்தெரு, திருவைகுண்டம், தூத்துக்குடி. (2) ம.மகேந்திரன், மேலமங்கலக்குறிச்சி, கீழத்தெரு, திருவைகுண்டம், தூத்துக்குடி.: [1151, 841, 1508, 887]
- bearer-details: (1) நா.பாலமுருகன், 3/82, மேலத் தெரு, ஏரல், திருவைகுண்டம், தூத்துக்குடி. (2) க.கொார்வேல், 3/6, சின்னநட்டாத்தி, ஏரல், திருவைகுண்டம், தூத்துக் குடி. (3) கி.பாலசுதுரை, 3/88, மேற்குத் தெரு, ஏரல், திருவைகுண்டம், தூத்துக்குடி.: [779, 1401, 1136, 1465]
- branch-section: [1151, 291, 1508, 441]
- role-label: துணை அமைப்பாளர்கள்:: [779, 722, 902, 734]
- bearer-details: பொ.ரவிக்குமார், 1/162, ஆதிதிராவிடர் குடி யிருப்பு, வலசகாரன்விளை, திருவைகுண்டம், தூத்துக்குடி.: [407, 1232, 764, 1260]
- bearer-details: (1) மு.ஆகாஷ், 3/69, இடையர்காடு, திருவைகுண்டம், தூத்துக்குடி. (2) முமுருகானந்தம், 2/33, சம்படி தெரு, திருவைகுண்டம், தூத்துக்குடி. (3) விபதிஷரன், 2/132, சம்படி தெரு, திருவைகுண்டம், தூத்துக்குடி.: [779, 577, 1136, 641]
- role-label: துணை அமைப்பாளர்கள்:: [779, 1128, 902, 1140]
- role-label: அமைப்பாளர்:: [1151, 1587, 1222, 1598]
- booth-organisers-heading: பாக அமைப்பாளர்கள் :: [155, 597, 272, 610]
- bearer-details: (1) தேதிக்காரன், 2/64, தெற்குத் தெரு, கீழப்பிடாகை, சிவகளை, திருவைகுண்டம், தூத்துக்குடி. (2) நா.கணேசன், 3/174 தெற்குத் தெரு, சிவகளை, திருவைகுண்டம், தூத்துக்குடி. (3) சி.மதி, 3/116, சிவகளை, திருவைகுண்டம், தூத்துக்குடி.: [1151, 1626, 1508, 1689]
- branch-title: சின்ன நட்டாத்தி கிளை: [886, 1336, 1029, 1351]
- bearer-details: மா.அரிகிருஷ்ணன், 7/34, கிழக்குத் தெரு, கணபதி சமுத்திரம், திருவைகுண்டம், தூத்துக்குடி.: [35, 213, 392, 242]
- bearer-details: (1) க.சந்தனக்கொடி, 1/14, புதுகுடி, ஆறுமுகமங்கலம், திருவைகுண்டம், தூத்துக்குடி. (2) ரா.பொன் முருகனந்தம், 1/25, புதுகுடி, ஆறுமுகமங்கலம், திருவைகுண்டம், தூத்துக்குடி. (3) ரா.பொன் செல்வம், 1/25, புதுகுடி, ஆறுமுகமங்கலம், திருவைகுண்டம், தூத்துக்குடி.: [407, 1800, 764, 1881]
- booth-number: பாகம் – 82 :: [52, 619, 113, 631]
- branch-title: மேலஆவரங்காடு கிளை: [1253, 1560, 1406, 1576]
- booth-organiser-details: முமுகைம்பது முனார், 9/53 வடக்குத் தெரு, திருவைகுண்டம், தூத்துக்குடி.: [113, 1721, 320, 1750]
- branch-section: [779, 1869, 1136, 1984]
- booth-number: பாகம் – 43 :: [796, 1803, 857, 1814]
- booth-row: [35, 1679, 392, 1714]
- office-bearer-entry: [407, 298, 764, 332]
- branch-title: மணலூர் கிளை: [166, 1250, 261, 1265]
- newspaper-name: முரசொலி: [716, 61, 827, 90]
- role-label: அமைப்பாளர்:: [1151, 1075, 1222, 1086]
- branch-section: [35, 865, 392, 1074]
- bearer-details: சி.சின்னராஜ், 2/92, காளியம்மன் கோயில் தெரு, ஏரல், திருவைகுண்டம், தூத்துக்குடி.: [779, 1234, 1136, 1263]
- office-bearer-entry: [407, 1797, 764, 1884]
- branch-section: [407, 821, 764, 970]
- role-label: அமைப்பாளர்:: [1151, 155, 1222, 167]
- bearer-details: (1) ரா.சுரேஷ் பாபு, 9/145, பரம்பு தெரு, சிவகளை, திருவைகுண்டம், தூத்துக்குடி. (2) வே.லெட்சுமணன், 3/6 வடக்குத் தெரு சிவகளை, திருவைகுண்டம், தூத்துக்குடி. (3) மு.பொன்னையா, 3/64, மேற்குத் தெரு, சிவகளை, திருவைகுண்டம், தூத்துக்குடி.: [1151, 194, 1508, 275]
- office-bearer-entry: [779, 1706, 1136, 1775]
- booth-organiser-details: மு.விஜய்பாபு, இடையர்காடு, திருவை குண்டம், தூத்துக்குடி.: [857, 979, 1085, 1008]
- booth-row: [407, 1157, 764, 1192]
- role-label: துணை அமைப்பாளர்கள்:: [1151, 1899, 1282, 1911]
- booth-organiser-details: மு.முகமது சல்மான் முபின், 1/61, சூளை வாய்க்கால், திருவைகுண்டம், தூத்துக்குடி.: [485, 1160, 738, 1189]
- office-bearer-entry: [1151, 1857, 1508, 1892]
- role-label: அமைப்பாளர்:: [35, 1404, 105, 1416]
- role-label: அமைப்பாளர்:: [407, 1232, 477, 1243]
- office-bearer-entry: [779, 574, 1136, 644]
- branch-title: சிவகளை கிழக்கு கிளை: [883, 1869, 1032, 1885]
- role-label: அமைப்பாளர்:: [407, 1761, 477, 1773]
- booth-organisers-heading: பாக அமைப்பாளர் :: [163, 1021, 264, 1034]
